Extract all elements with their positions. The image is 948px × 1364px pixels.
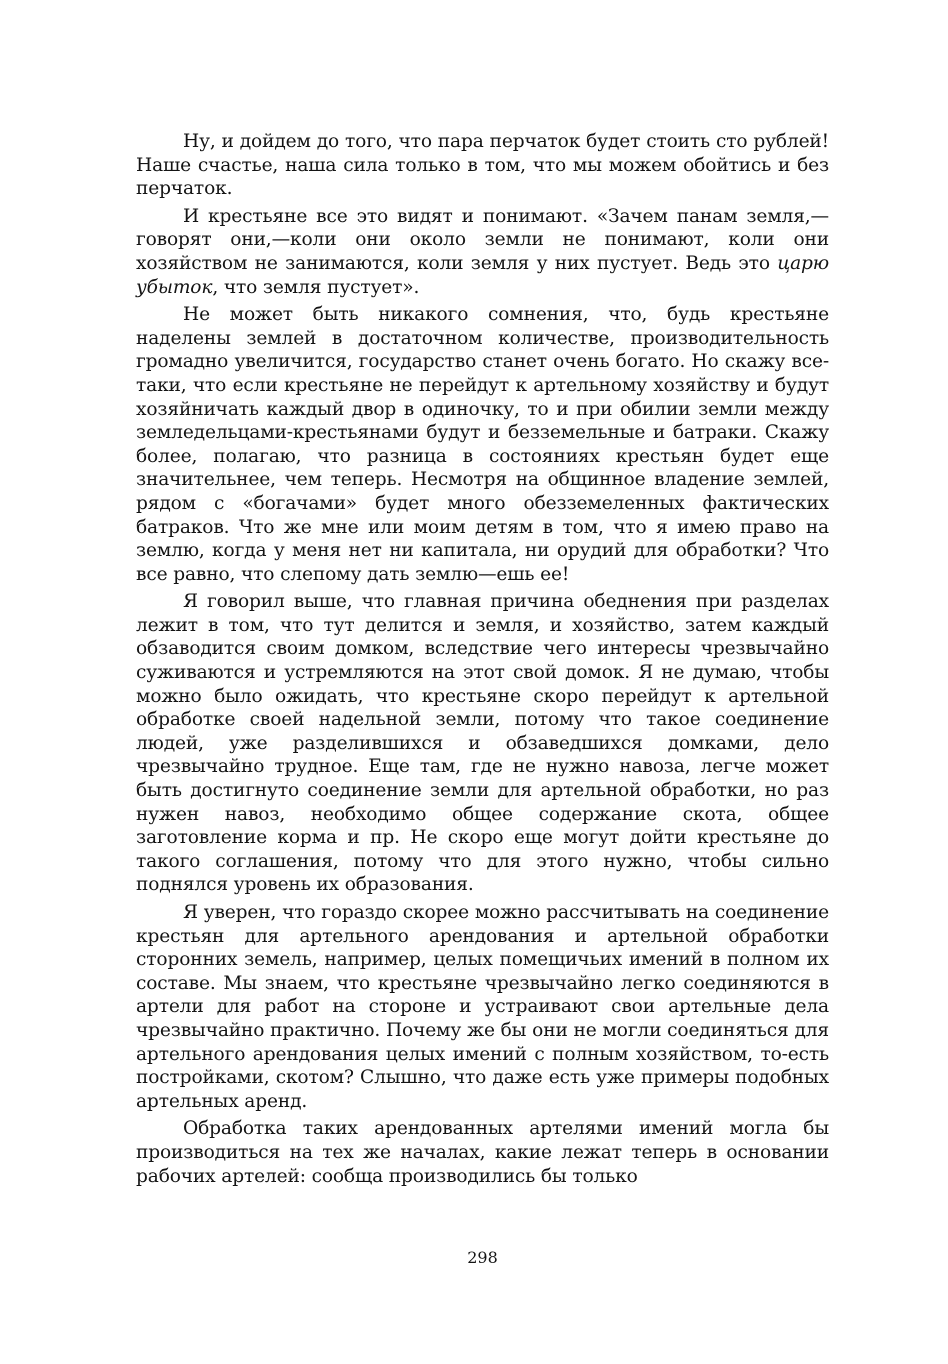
paragraph-2-italic: царю убыток xyxy=(136,252,829,298)
paragraph-2-text-start: И крестьяне все это видят и понимают. «Зачем панам земля,—говорят они,—коли они около земли не понимают, коли они хозяйством не занимаются, коли земля у них пустует. Ведь это xyxy=(136,205,829,274)
book-page xyxy=(136,130,829,1310)
page-number: 298 xyxy=(467,1248,498,1267)
paragraph-2 xyxy=(136,205,829,299)
paragraph-1: Ну, и дойдем до того, что пара перчаток будет стоить сто рублей! Наше счастье, наша сила только в том, что мы можем обойтись и без перчаток. xyxy=(136,131,829,200)
paragraph-4: Я говорил выше, что главная причина обеднения при разделах лежит в том, что тут делится и земля, и хозяйство, затем каждый обзаводится своим домком, вследствие чего интересы чрезвычайно суживаются и устремляются на этот свой домок. Я не думаю, чтобы можно было ожидать, что крестьяне скоро перейдут к артельной обработке своей надельной земли, потому что такое соединение людей, уже разделившихся и обзаведшихся домками, дело чрезвычайно трудное. Еще там, где не нужно навоза, легче может быть достигнуто соединение земли для артельной обработки, но раз нужен навоз, необходимо общее содержание скота, общее заготовление корма и пр. Не скоро еще могут дойти крестьяне до такого соглашения, потому что для этого нужно, чтобы сильно поднялся уровень их образования. xyxy=(136,591,829,896)
paragraph-3: Не может быть никакого сомнения, что, будь крестьяне наделены землей в достаточном количестве, производительность громадно увеличится, государство станет очень богато. Но скажу все-таки, что если крестьяне не перейдут к артельному хозяйству и будут хозяйничать каждый двор в одиночку, то и при обилии земли между земледельцами-крестьянами будут и безземельные и батраки. Скажу более, полагаю, что разница в состояниях крестьян будет еще значительнее, чем теперь. Несмотря на общинное владение землей, рядом с «богачами» будет много обезземеленных фактических батраков. Что же мне или моим детям в том, что я имею право на землю, когда у меня нет ни капитала, ни орудий для обработки? Что все равно, что слепому дать землю—ешь ее! xyxy=(136,304,829,585)
paragraph-2-text-end: , что земля пустует». xyxy=(212,276,420,298)
paragraph-5: Я уверен, что гораздо скорее можно рассчитывать на соединение крестьян для артельного арендования и артельной обработки сторонних земель, например, целых помещичьих имений в полном их составе. Мы знаем, что крестьяне чрезвычайно легко соединяются в артели для работ на стороне и устраивают свои артельные дела чрезвычайно практично. Почему же бы они не могли соединяться для артельного арендования целых имений с полным хозяйством, то-есть постройками, скотом? Слышно, что даже есть уже примеры подобных артельных аренд. xyxy=(136,902,829,1112)
paragraph-6: Обработка таких арендованных артелями имений могла бы производиться на тех же началах, какие лежат теперь в основании рабочих артелей: сообща производились бы только xyxy=(136,1118,829,1187)
